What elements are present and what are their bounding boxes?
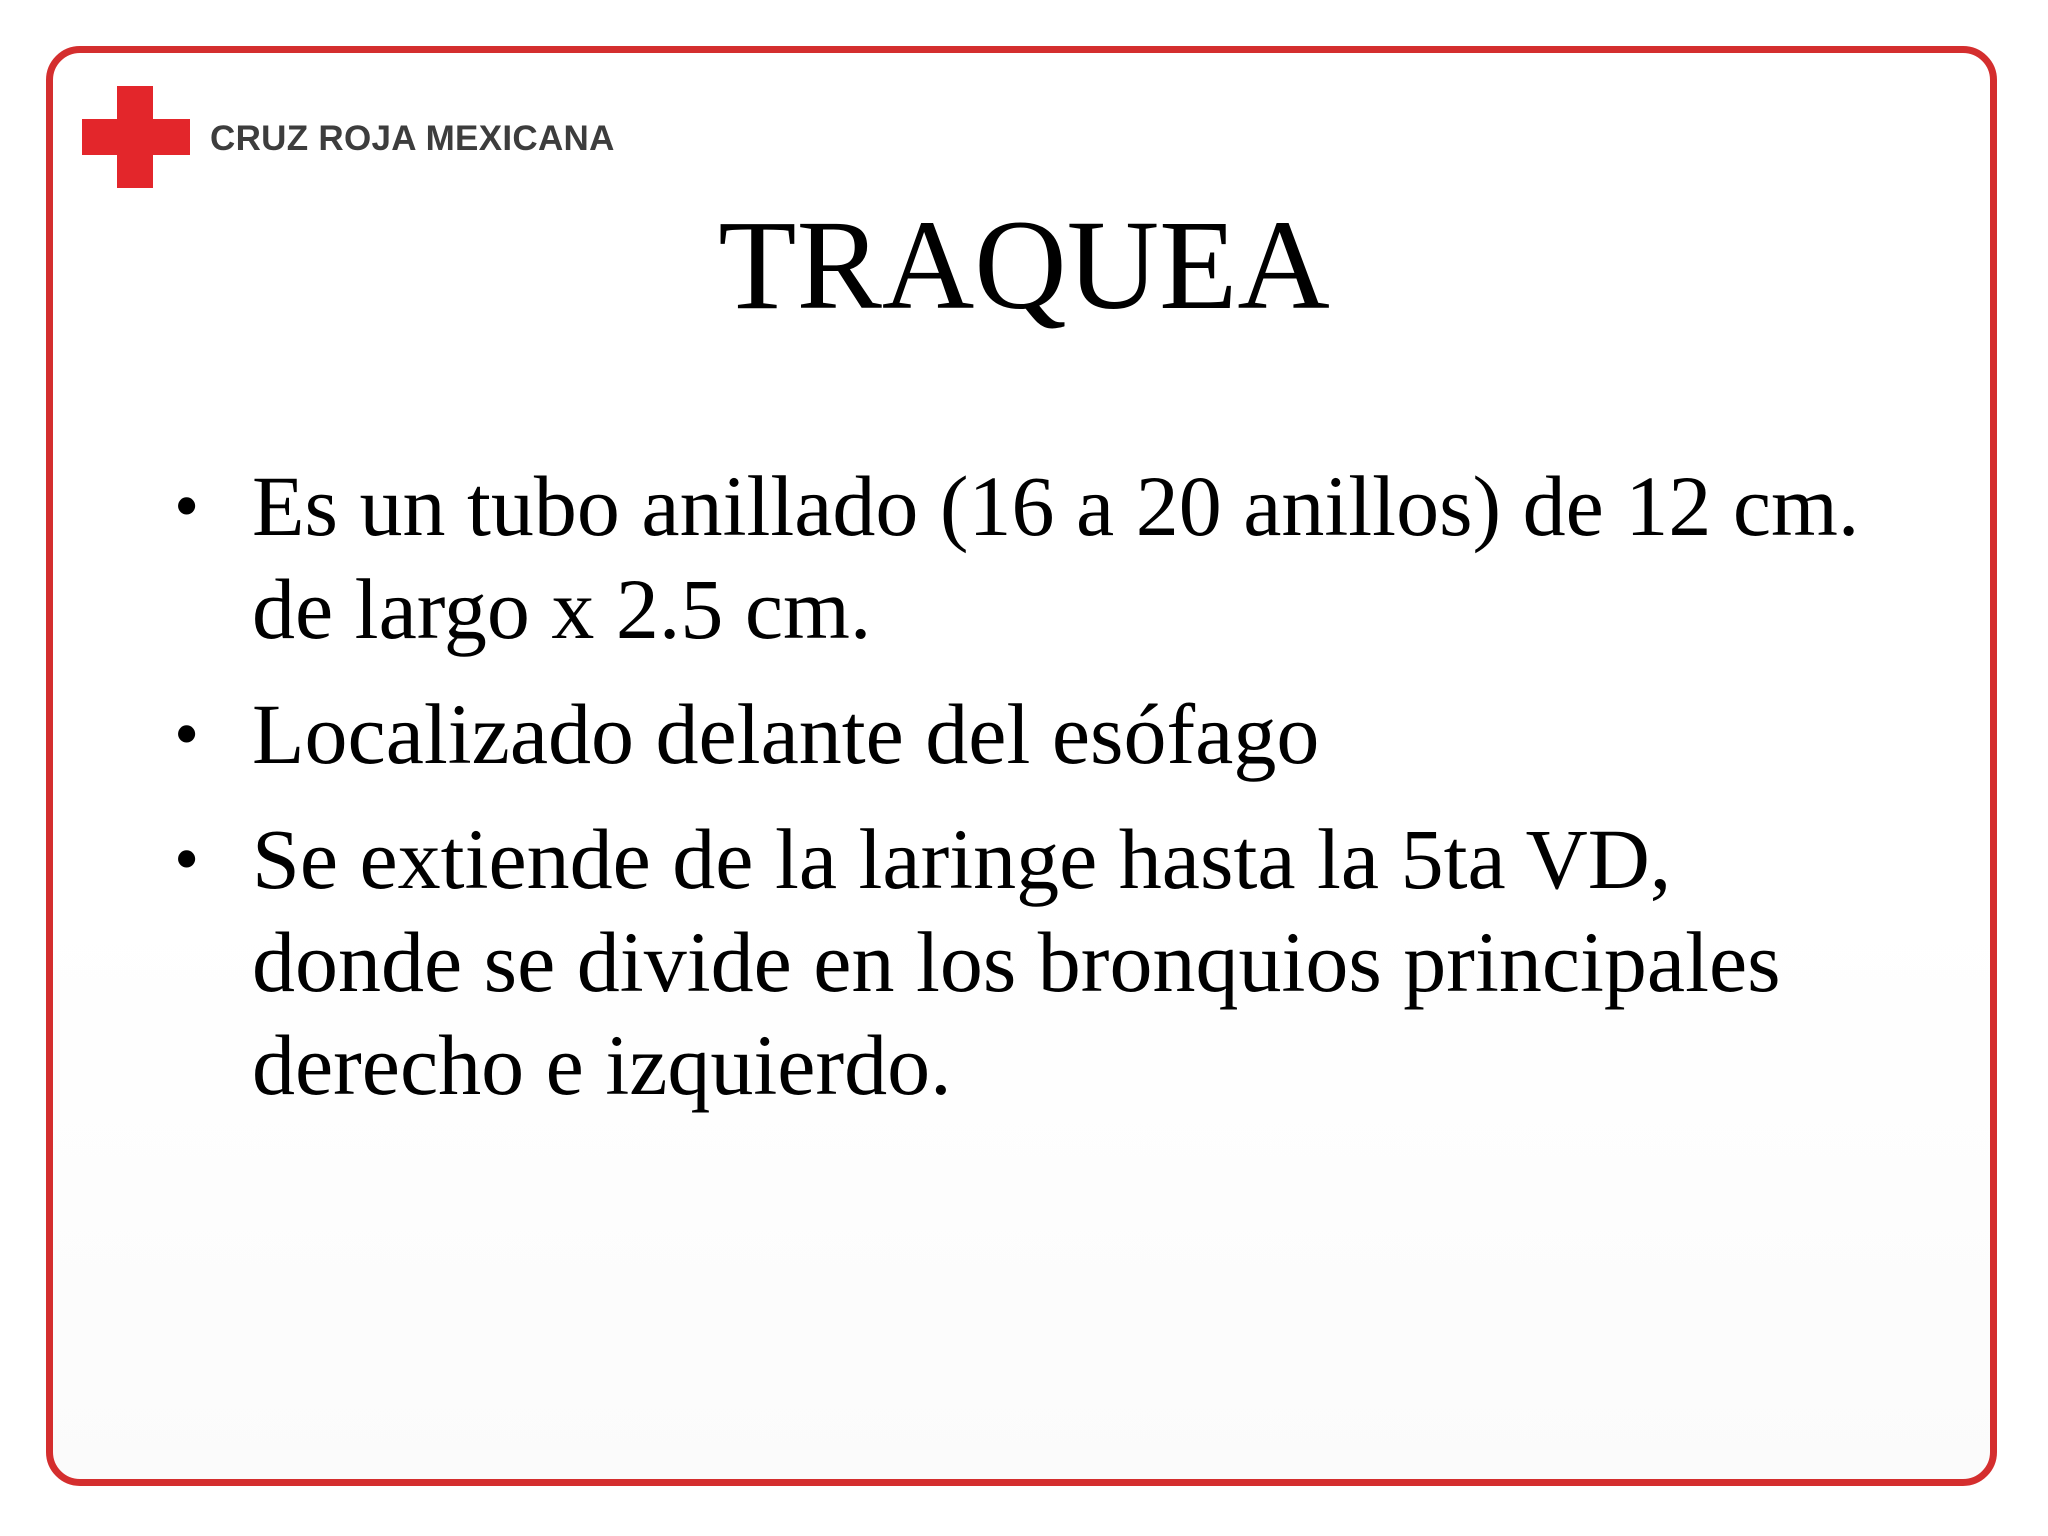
bullet-text: Es un tubo anillado (16 a 20 anillos) de 12 cm. de largo x 2.5 cm. [252, 458, 1860, 657]
bullet-dot-icon: • [174, 466, 200, 546]
bullet-list [160, 455, 1860, 1139]
bullet-dot-icon: • [174, 694, 200, 774]
bullet-dot-icon: • [174, 819, 200, 899]
bullet-item [160, 455, 1860, 661]
logo [82, 86, 615, 188]
red-cross-icon [82, 86, 190, 188]
slide-title: TRAQUEA [718, 194, 1330, 336]
bullet-text: Se extiende de la laringe hasta la 5ta VD, donde se divide en los bronquios principales derecho e izquierdo. [252, 811, 1781, 1113]
bullet-text: Localizado delante del esófago [252, 686, 1320, 782]
bullet-item [160, 683, 1860, 786]
logo-text: CRUZ ROJA MEXICANA [210, 119, 615, 158]
bullet-item [160, 808, 1860, 1117]
